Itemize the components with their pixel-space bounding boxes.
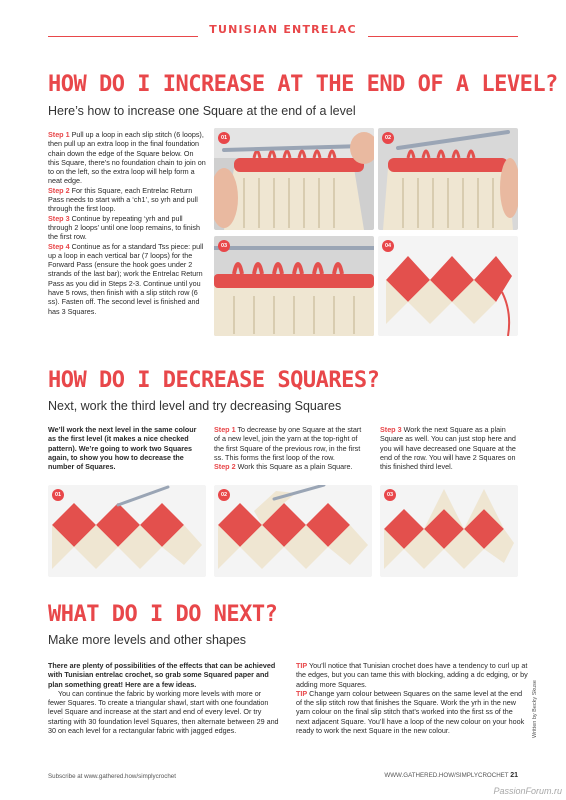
- section3-tips: [296, 661, 528, 735]
- tip-lead: TIP: [296, 661, 308, 670]
- step-text: Work this Square as a plain Square.: [235, 462, 353, 472]
- step-number-badge: 03: [384, 489, 396, 501]
- section3-body: [48, 661, 280, 735]
- step-text: To decrease by one Square at the start of a new level, join the yarn at the top-right of the first Square of the previous row, in the first ss. This forms the first loop of the row.: [214, 425, 362, 462]
- section2-subtitle: Next, work the third level and try decreasing Squares: [48, 399, 342, 413]
- step-lead: Step 1: [48, 130, 70, 139]
- page-number: 21: [510, 772, 518, 779]
- section1-steps: [48, 130, 206, 316]
- section1-title: HOW DO I INCREASE AT THE END OF A LEVEL?: [48, 72, 558, 97]
- step-text: Pull up a loop in each slip stitch (6 loops), then pull up an extra loop in the final foundation chain down the edge of the Square below. On this Square, there’s no foundation chain to join on to on the left, so the extra loop will help form a neat edge.: [48, 130, 206, 186]
- step-text: For this Square, each Entrelac Return Pass needs to start with a ‘ch1’, so yrh and pull through the first loop.: [48, 185, 198, 214]
- photo-increase-step-3: [214, 236, 374, 336]
- step-lead: Step 2: [214, 462, 236, 472]
- step-number-badge: 04: [382, 240, 394, 252]
- step-number-badge: 01: [218, 132, 230, 144]
- watermark: PassionForum.ru: [493, 786, 562, 796]
- section2-title: HOW DO I DECREASE SQUARES?: [48, 368, 380, 393]
- step-lead: Step 2: [48, 185, 70, 195]
- step-lead: Step 4: [48, 241, 70, 251]
- step-lead: Step 3: [380, 425, 402, 434]
- step-number-badge: 03: [218, 240, 230, 252]
- photo-decrease-step-1: [48, 485, 206, 577]
- step-text: Work the next Square as a plain Square as well. You can just stop here and you will have decreased one Square at the end of the row. You will have 2 Squares on this finished third level.: [380, 425, 516, 472]
- photo-increase-step-2: [378, 128, 518, 230]
- section3-title: WHAT DO I DO NEXT?: [48, 602, 278, 627]
- footer-subscribe-link[interactable]: Subscribe at www.gathered.how/simplycrochet: [48, 773, 176, 780]
- tip-text: You’ll notice that Tunisian crochet does have a tendency to curl up at the edges, but you can tame this with blocking, adding a dc edging, or by adding more Squares.: [296, 661, 528, 689]
- step-number-badge: 01: [52, 489, 64, 501]
- section3-intro: There are plenty of possibilities of the effects that can be achieved with Tunisian entrelac crochet, so grab some Squared paper and plan something great! Here are a few ideas.: [48, 661, 276, 689]
- header-rule-right: [368, 36, 518, 37]
- section2-step-3: [380, 425, 520, 471]
- footer-site: [384, 772, 518, 779]
- section2-steps-1-2: [214, 425, 366, 471]
- running-header: TUNISIAN ENTRELAC: [209, 23, 357, 36]
- photo-increase-step-4: [378, 236, 518, 336]
- author-credit: Written by Becky Skuse: [532, 680, 538, 738]
- tip-lead: TIP: [296, 688, 308, 698]
- section3-subtitle: Make more levels and other shapes: [48, 633, 247, 647]
- section2-intro: We’ll work the next level in the same colour as the first level (it makes a nice checked pattern). We’re going to work two Squares again, to show you how to decrease the number of Squares.: [48, 425, 197, 472]
- step-text: Continue as for a standard Tss piece: pull up a loop in each vertical bar (7 loops) for the Forward Pass (ensure the hook goes under 2 strands of the last bar); work the Entrelac Return Pass as you did in Steps 2-3. Continue until you have 5 rows, then finish with a slip stitch row (6 ss). Fasten off. The second level is finished and has 3 Squares.: [48, 241, 204, 316]
- photo-decrease-step-3: [380, 485, 518, 577]
- step-lead: Step 1: [214, 425, 236, 434]
- step-number-badge: 02: [218, 489, 230, 501]
- step-lead: Step 3: [48, 213, 70, 223]
- photo-increase-step-1: [214, 128, 374, 230]
- step-text: Continue by repeating ‘yrh and pull through 2 loops’ until one loop remains, to finish the first row.: [48, 213, 200, 242]
- photo-decrease-step-2: [214, 485, 372, 577]
- section3-paragraph: You can continue the fabric by working more levels with more or fewer Squares. To create a triangular shawl, start with one foundation level Square and increase at the start and end of every level. Or try starting with 30 foundation level Squares, then alternate between 29 and 30 on each level for a rectangular fabric with jagged edges.: [48, 688, 279, 736]
- header-rule-left: [48, 36, 198, 37]
- section1-subtitle: Here’s how to increase one Square at the end of a level: [48, 104, 356, 118]
- footer-url[interactable]: WWW.GATHERED.HOW/SIMPLYCROCHET: [384, 772, 509, 779]
- tip-text: Change yarn colour between Squares on the same level at the end of the slip stitch row that finishes the Square. Work the yrh in the new yarn colour on the final slip stitch that’s worked into the first ss of the next adjacent Square. You’ll have a loop of the new colour on your hook ready to work the next Square in the new colour.: [296, 688, 525, 736]
- step-number-badge: 02: [382, 132, 394, 144]
